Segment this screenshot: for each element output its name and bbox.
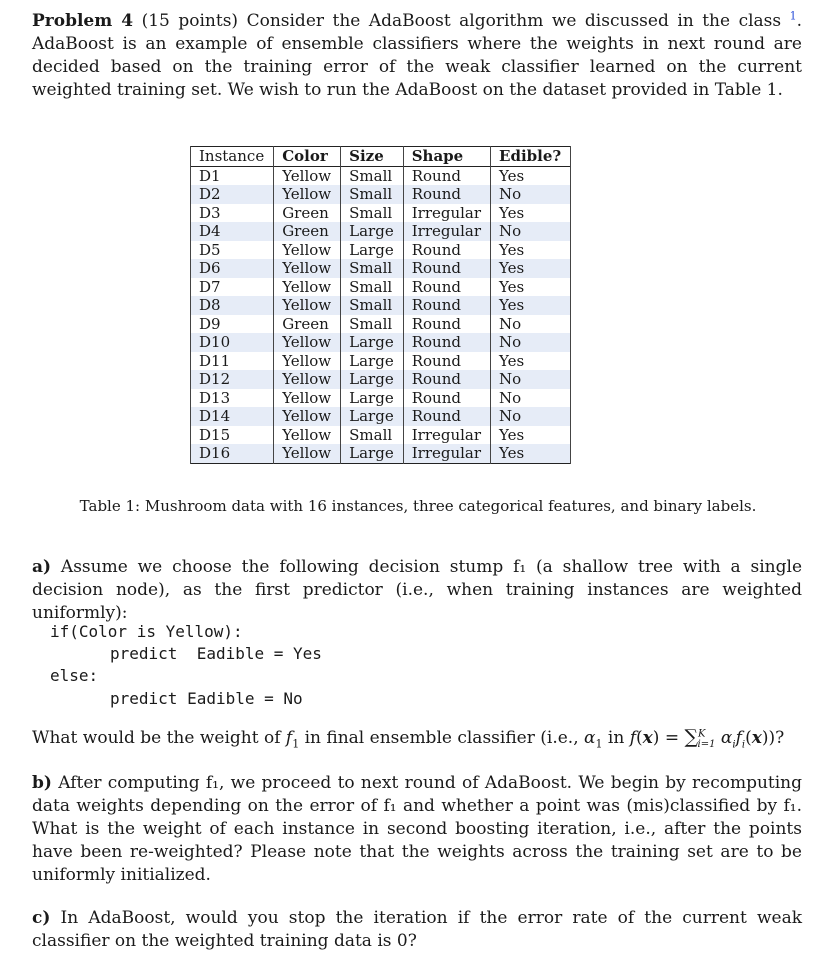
table-cell: D9 (191, 315, 274, 334)
table-cell: No (491, 315, 571, 334)
table-cell: No (491, 333, 571, 352)
table-cell: Green (274, 204, 341, 223)
question-suffix: )? (768, 728, 785, 748)
table-cell: Irregular (403, 444, 490, 463)
problem-intro-text-b: . AdaBoost is an example of ensemble classifiers where the weights in next round are decided based on the training error of the weak classifier learned on the current weighted training set. We wish to run the AdaBoost on the dataset provided in Table 1. (32, 11, 803, 100)
table-row (191, 259, 571, 278)
table-cell: Irregular (403, 204, 490, 223)
part-b-text (32, 772, 802, 887)
table-cell: Yellow (274, 166, 341, 185)
table-cell: D3 (191, 204, 274, 223)
table-cell: Irregular (403, 222, 490, 241)
table-cell: Yellow (274, 241, 341, 260)
question-prefix: What would be the weight of (32, 728, 281, 748)
table-cell: Round (403, 185, 490, 204)
table-cell: D7 (191, 278, 274, 297)
table-cell: Yes (491, 296, 571, 315)
table-cell: Round (403, 296, 490, 315)
table-cell: Large (341, 352, 404, 371)
table-cell: Large (341, 389, 404, 408)
table-cell: No (491, 370, 571, 389)
mushroom-data-table (190, 146, 571, 464)
table-cell: Large (341, 370, 404, 389)
code-else-line: else: (50, 666, 99, 685)
table-cell: Yes (491, 352, 571, 371)
table-row (191, 407, 571, 426)
problem-points: (15 points) (141, 11, 239, 31)
table-cell: D12 (191, 370, 274, 389)
table-cell: Round (403, 278, 490, 297)
part-b-description: After computing f₁, we proceed to next round of AdaBoost. We begin by recomputing data weights depending on the error of f₁ and whether a point was (mis)classified by f₁. What is the weight of each instance in second boosting iteration, i.e., after the points have been re-weighted? Please note that the weights across the training set are to be uniformly initialized. (32, 773, 803, 885)
question-mid: in final ensemble classifier (i.e., (304, 728, 579, 748)
table-cell: Yellow (274, 185, 341, 204)
table-cell: Small (341, 204, 404, 223)
problem-intro-text-a: Consider the AdaBoost algorithm we discussed in the class (246, 11, 782, 31)
table-cell: Yes (491, 241, 571, 260)
table-cell: Yellow (274, 296, 341, 315)
table-row (191, 278, 571, 297)
part-b-label: b) (32, 773, 52, 793)
table-cell: Yes (491, 426, 571, 445)
alpha1-symbol: $\alpha_1$ (584, 728, 603, 751)
part-a-label: a) (32, 557, 52, 577)
table-cell: D15 (191, 426, 274, 445)
table-row (191, 241, 571, 260)
table-row (191, 315, 571, 334)
table-cell: D13 (191, 389, 274, 408)
table-cell: No (491, 407, 571, 426)
table-cell: Irregular (403, 426, 490, 445)
table-row (191, 352, 571, 371)
table-cell: Small (341, 259, 404, 278)
table-row (191, 185, 571, 204)
table-cell: Round (403, 352, 490, 371)
table-cell: Yes (491, 166, 571, 185)
table-cell: Yellow (274, 352, 341, 371)
ensemble-formula: f(x) = ∑$^K_{i=1}$ $\alpha_if_i(x)$ (629, 726, 769, 751)
part-c-description: In AdaBoost, would you stop the iteration if the error rate of the current weak classifier on the weighted training data is 0? (32, 908, 803, 951)
table-cell: D2 (191, 185, 274, 204)
table-cell: D6 (191, 259, 274, 278)
table-cell: D1 (191, 166, 274, 185)
part-c-label: c) (32, 908, 51, 928)
table-cell: Round (403, 407, 490, 426)
table-cell: Round (403, 166, 490, 185)
table-cell: D16 (191, 444, 274, 463)
table-cell: Yes (491, 444, 571, 463)
table-cell: Round (403, 333, 490, 352)
table-row (191, 204, 571, 223)
question-in: in (607, 728, 625, 748)
problem-intro (32, 10, 802, 102)
table-cell: Round (403, 370, 490, 389)
part-c-text (32, 907, 802, 953)
table-cell: Round (403, 241, 490, 260)
table-cell: Yellow (274, 407, 341, 426)
table-cell: Yes (491, 278, 571, 297)
part-a-description: Assume we choose the following decision stump f₁ (a shallow tree with a single decision node), as the first predictor (i.e., when training instances are weighted uniformly): (32, 557, 803, 623)
column-header: Color (274, 147, 341, 167)
table-row (191, 426, 571, 445)
table-cell: Small (341, 426, 404, 445)
table-cell: Yellow (274, 278, 341, 297)
table-cell: Yellow (274, 259, 341, 278)
table-cell: No (491, 185, 571, 204)
table-header-row (191, 147, 571, 167)
f1-symbol: $f_1$ (285, 728, 300, 751)
column-header: Edible? (491, 147, 571, 167)
table-cell: Yellow (274, 333, 341, 352)
table-cell: No (491, 389, 571, 408)
column-header: Shape (403, 147, 490, 167)
table-cell: Small (341, 296, 404, 315)
table-body (191, 166, 571, 463)
table-cell: D4 (191, 222, 274, 241)
table-row (191, 296, 571, 315)
table-cell: Round (403, 315, 490, 334)
table-cell: D5 (191, 241, 274, 260)
table-header (191, 147, 571, 167)
table-row (191, 389, 571, 408)
table-cell: Yes (491, 204, 571, 223)
table-caption: Table 1: Mushroom data with 16 instances, three categorical features, and binary labels. (79, 497, 757, 515)
table-cell: D11 (191, 352, 274, 371)
table-cell: Large (341, 333, 404, 352)
table-cell: No (491, 222, 571, 241)
table-cell: Large (341, 222, 404, 241)
column-header: Instance (191, 147, 274, 167)
table-row (191, 333, 571, 352)
code-predict-no-line: predict Eadible = No (110, 689, 303, 708)
table-cell: Yellow (274, 426, 341, 445)
table-cell: D10 (191, 333, 274, 352)
table-cell: Yes (491, 259, 571, 278)
column-header: Size (341, 147, 404, 167)
table-row (191, 444, 571, 463)
table-cell: Large (341, 407, 404, 426)
table-cell: Round (403, 259, 490, 278)
part-a-text (32, 556, 802, 625)
table-row (191, 166, 571, 185)
table-cell: D8 (191, 296, 274, 315)
footnote-marker[interactable]: 1 (789, 9, 797, 23)
table-cell: Small (341, 278, 404, 297)
table-cell: Yellow (274, 370, 341, 389)
table-cell: Small (341, 315, 404, 334)
table-cell: Yellow (274, 389, 341, 408)
table-cell: Large (341, 241, 404, 260)
table-row (191, 222, 571, 241)
table-row (191, 370, 571, 389)
table-cell: Small (341, 166, 404, 185)
code-if-line: if(Color is Yellow): (50, 622, 243, 641)
table-cell: Green (274, 222, 341, 241)
table-cell: Green (274, 315, 341, 334)
table-cell: Small (341, 185, 404, 204)
problem-label: Problem 4 (32, 11, 134, 31)
table-cell: Yellow (274, 444, 341, 463)
table-cell: D14 (191, 407, 274, 426)
part-a-question (32, 726, 802, 756)
table-cell: Large (341, 444, 404, 463)
table-cell: Round (403, 389, 490, 408)
code-predict-yes-line: predict Eadible = Yes (110, 644, 322, 663)
